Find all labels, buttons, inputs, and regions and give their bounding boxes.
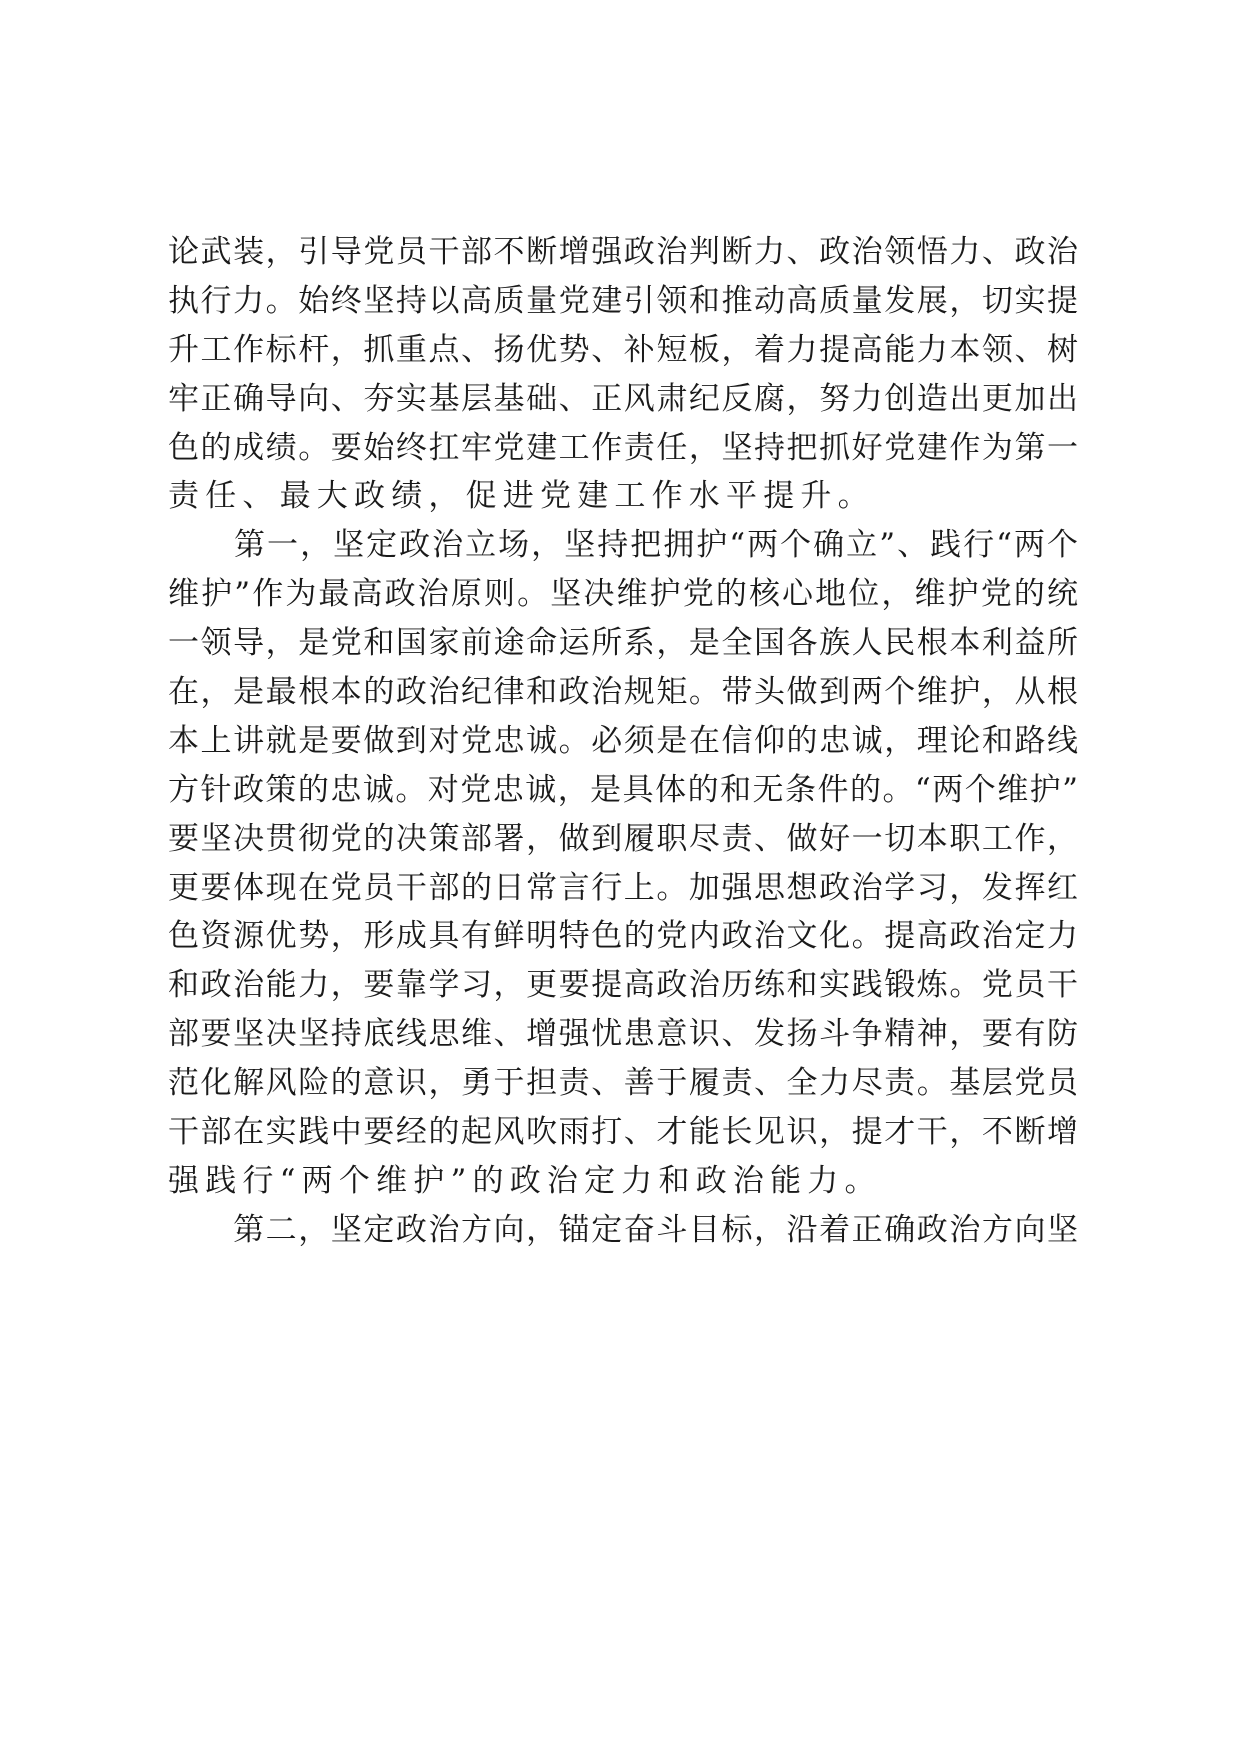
paragraph-1 xyxy=(168,228,1078,521)
text-line: 第一，坚定政治立场，坚持把拥护“两个确立”、践行“两个 xyxy=(168,527,1078,564)
text-line: 本上讲就是要做到对党忠诚。必须是在信仰的忠诚，理论和路线 xyxy=(168,722,1078,759)
text-line: 在，是最根本的政治纪律和政治规矩。带头做到两个维护，从根 xyxy=(168,674,1078,711)
text-line: 升工作标杆，抓重点、扬优势、补短板，着力提高能力本领、树 xyxy=(168,331,1078,368)
text-line: 方针政策的忠诚。对党忠诚，是具体的和无条件的。“两个维护” xyxy=(168,771,1078,808)
text-line: 干部在实践中要经的起风吹雨打、才能长见识，提才干，不断增 xyxy=(168,1114,1078,1151)
body-text xyxy=(168,228,1078,1255)
text-line: 维护”作为最高政治原则。坚决维护党的核心地位，维护党的统 xyxy=(168,576,1078,613)
text-line: 责任、最大政绩，促进党建工作水平提升。 xyxy=(168,478,875,515)
text-line: 第二，坚定政治方向，锚定奋斗目标，沿着正确政治方向坚 xyxy=(168,1211,1078,1248)
text-line: 部要坚决坚持底线思维、增强忧患意识、发扬斗争精神，要有防 xyxy=(168,1016,1078,1053)
text-line: 论武装，引导党员干部不断增强政治判断力、政治领悟力、政治 xyxy=(168,234,1078,270)
text-line: 色资源优势，形成具有鲜明特色的党内政治文化。提高政治定力 xyxy=(168,918,1078,955)
text-line: 色的成绩。要始终扛牢党建工作责任，坚持把抓好党建作为第一 xyxy=(168,429,1078,466)
text-line: 执行力。始终坚持以高质量党建引领和推动高质量发展，切实提 xyxy=(168,282,1078,319)
text-line: 范化解风险的意识，勇于担责、善于履责、全力尽责。基层党员 xyxy=(168,1065,1078,1102)
paragraph-2 xyxy=(168,521,1078,1205)
paragraph-3 xyxy=(168,1206,1078,1255)
text-line: 强践行“两个维护”的政治定力和政治能力。 xyxy=(168,1162,882,1199)
text-line: 牢正确导向、夯实基层基础、正风肃纪反腐，努力创造出更加出 xyxy=(168,380,1078,417)
text-line: 要坚决贯彻党的决策部署，做到履职尽责、做好一切本职工作， xyxy=(168,820,1078,857)
text-line: 和政治能力，要靠学习，更要提高政治历练和实践锻炼。党员干 xyxy=(168,967,1078,1004)
text-line: 一领导，是党和国家前途命运所系，是全国各族人民根本利益所 xyxy=(168,625,1078,662)
text-line: 更要体现在党员干部的日常言行上。加强思想政治学习，发挥红 xyxy=(168,869,1078,906)
